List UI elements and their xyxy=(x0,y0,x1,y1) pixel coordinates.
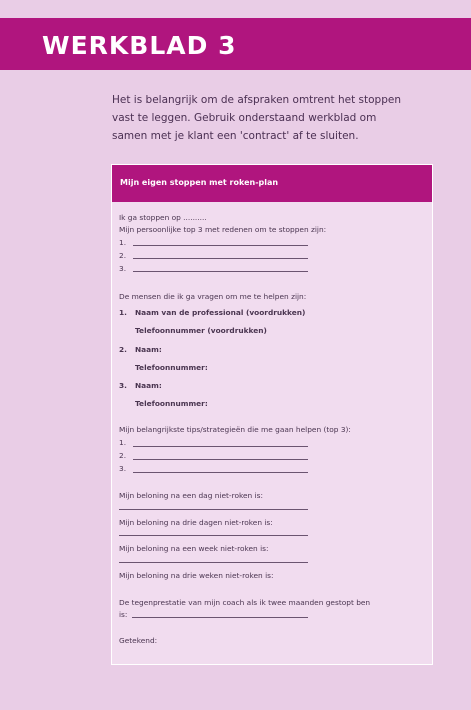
signed-label: Getekend: xyxy=(119,636,158,645)
coach-line[interactable] xyxy=(132,617,308,618)
reason-2-line[interactable] xyxy=(133,258,308,259)
tip-1-line[interactable] xyxy=(133,446,308,447)
helper-3-phone: Telefoonnummer: xyxy=(135,399,208,408)
reward-day-label: Mijn beloning na een dag niet-roken is: xyxy=(119,491,263,500)
worksheet-card xyxy=(111,164,433,665)
reason-3-line[interactable] xyxy=(133,271,308,272)
helper-3-name: Naam: xyxy=(135,381,162,390)
intro-text: Het is belangrijk om de afspraken omtrent het stoppen vast te leggen. Gebruik onderstaand werkblad om samen met je klant een 'contract' af te sluiten. xyxy=(112,94,401,142)
reward-three-days-label: Mijn beloning na drie dagen niet-roken is: xyxy=(119,518,273,527)
reward-week-label: Mijn beloning na een week niet-roken is: xyxy=(119,544,269,553)
reward-week-line[interactable] xyxy=(119,562,308,563)
worksheet-header xyxy=(112,165,432,202)
tip-3-line[interactable] xyxy=(133,472,308,473)
tip-2-line[interactable] xyxy=(133,459,308,460)
reasons-label: Mijn persoonlijke top 3 met redenen om te stoppen zijn: xyxy=(119,225,327,234)
helpers-label: De mensen die ik ga vragen om me te helpen zijn: xyxy=(119,292,307,301)
worksheet-heading: Mijn eigen stoppen met roken-plan xyxy=(120,178,279,187)
coach-label-line-2: is: xyxy=(119,610,128,619)
helper-2-phone: Telefoonnummer: xyxy=(135,363,208,372)
coach-label-line-1: De tegenprestatie van mijn coach als ik twee maanden gestopt ben xyxy=(119,598,371,607)
tip-number-1: 1. xyxy=(119,438,127,447)
helper-number-2: 2. xyxy=(119,345,127,354)
stop-date-label: Ik ga stoppen op .......... xyxy=(119,213,207,222)
tips-label: Mijn belangrijkste tips/strategieën die me gaan helpen (top 3): xyxy=(119,425,351,434)
reason-number-2: 2. xyxy=(119,251,127,260)
helper-number-3: 3. xyxy=(119,381,127,390)
page-title: WERKBLAD 3 xyxy=(42,31,237,60)
tip-number-2: 2. xyxy=(119,451,127,460)
title-banner xyxy=(0,18,471,70)
reward-three-weeks-label: Mijn beloning na drie weken niet-roken is: xyxy=(119,571,274,580)
reason-number-3: 3. xyxy=(119,264,127,273)
reason-number-1: 1. xyxy=(119,238,127,247)
helper-1-name: Naam van de professional (voordrukken) xyxy=(135,308,306,317)
helper-number-1: 1. xyxy=(119,308,127,317)
reason-1-line[interactable] xyxy=(133,245,308,246)
helper-1-phone: Telefoonnummer (voordrukken) xyxy=(135,326,267,335)
helper-2-name: Naam: xyxy=(135,345,162,354)
reward-three-days-line[interactable] xyxy=(119,535,308,536)
tip-number-3: 3. xyxy=(119,464,127,473)
reward-day-line[interactable] xyxy=(119,509,308,510)
